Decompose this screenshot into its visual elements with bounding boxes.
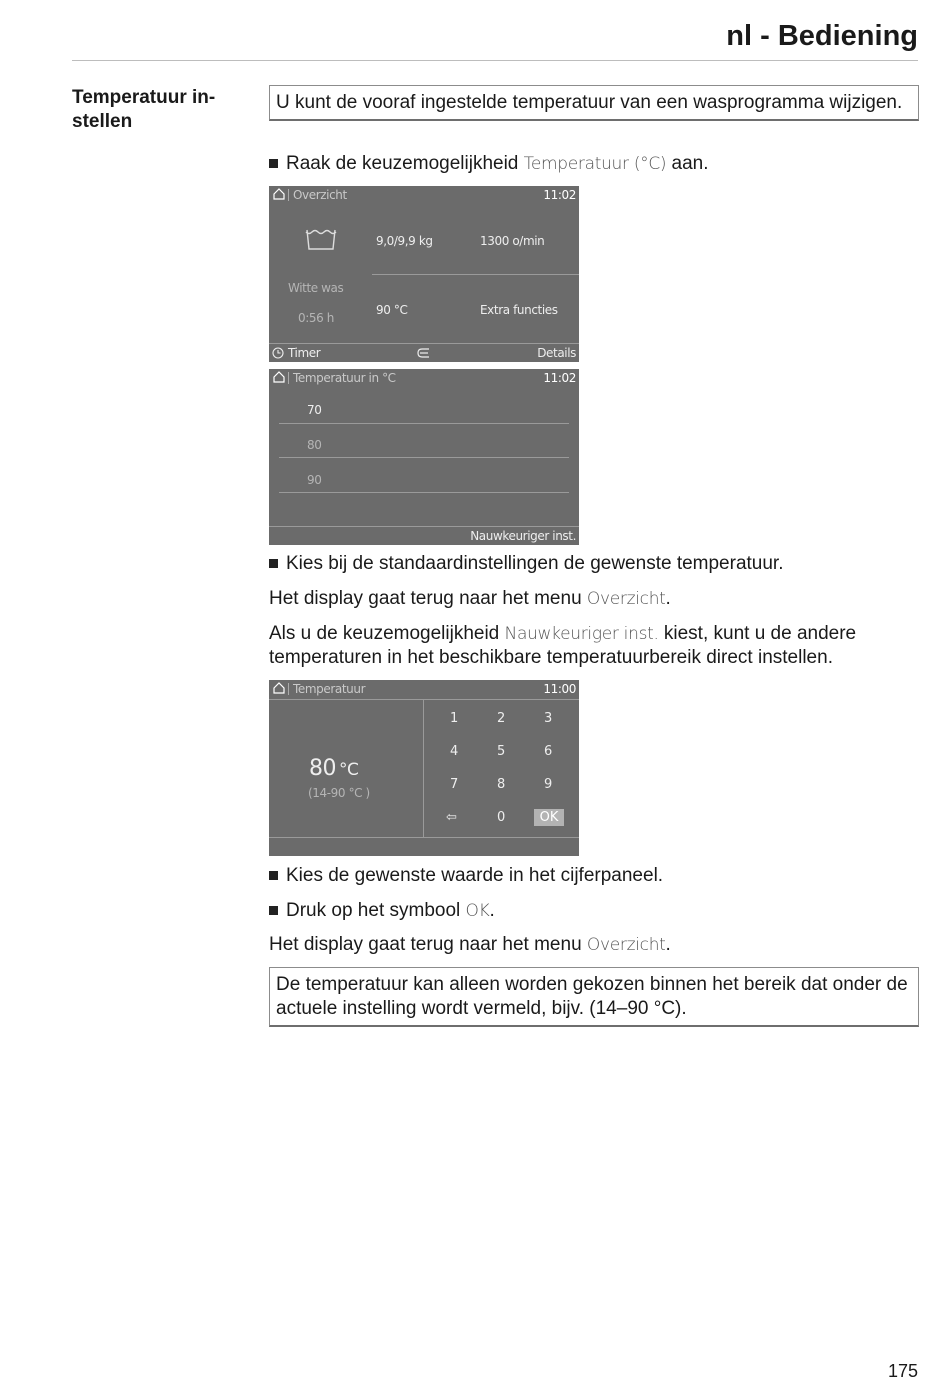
- bullet-square-icon: [269, 871, 278, 880]
- extra-functions-option[interactable]: Extra functies: [480, 303, 558, 317]
- key-4[interactable]: 4: [450, 744, 459, 759]
- ui-term-overzicht: Overzicht: [586, 935, 666, 955]
- backspace-icon[interactable]: ⇦: [446, 810, 457, 825]
- wash-tub-icon: [304, 228, 338, 252]
- page-header-title: nl - Bediening: [726, 20, 918, 52]
- key-8[interactable]: 8: [497, 777, 506, 792]
- details-button[interactable]: Details: [537, 346, 576, 360]
- program-duration: 0:56 h: [298, 311, 334, 325]
- display-keypad: [269, 680, 579, 856]
- display-clock: 11:02: [543, 371, 576, 385]
- footer-divider: [269, 526, 579, 527]
- para-fine-adjust: Als u de keuzemogelijkheid Nauwkeuriger inst. kiest, kunt u de andere temperaturen in het beschikbare temperatuurbereik direct instellen.: [269, 623, 857, 668]
- fine-adjust-button[interactable]: Nauwkeuriger inst.: [470, 529, 576, 543]
- page-number: 175: [887, 1361, 918, 1381]
- home-icon[interactable]: [273, 188, 285, 200]
- step-choose-value: Kies de gewenste waarde in het cijferpaneel.: [269, 864, 663, 888]
- keypad-divider: [423, 700, 424, 837]
- step-touch-temperature: Raak de keuzemogelijkheid Temperatuur (°C) aan.: [269, 152, 709, 176]
- key-0[interactable]: 0: [497, 810, 506, 825]
- range-note: [269, 967, 919, 1027]
- home-icon[interactable]: [273, 371, 285, 383]
- display-title: Temperatuur in °C: [293, 371, 396, 385]
- timer-button[interactable]: Timer: [288, 346, 321, 360]
- ui-term-temperature: Temperatuur (°C): [523, 154, 667, 174]
- temperature-value-display: 80 °C: [309, 756, 359, 781]
- display-titlebar: [269, 186, 579, 204]
- ok-button[interactable]: OK: [534, 809, 564, 826]
- clock-icon: [272, 347, 284, 359]
- bullet-square-icon: [269, 559, 278, 568]
- temperature-range: (14-90 °C ): [308, 786, 370, 800]
- display-titlebar: [269, 680, 579, 698]
- key-6[interactable]: 6: [544, 744, 553, 759]
- list-divider: [279, 492, 569, 493]
- section-title: Temperatuur in- stellen: [72, 87, 216, 132]
- display-title: Temperatuur: [293, 682, 366, 696]
- temperature-option-70[interactable]: 70: [307, 403, 322, 417]
- list-divider: [279, 457, 569, 458]
- key-2[interactable]: 2: [497, 711, 506, 726]
- load-value[interactable]: 9,0/9,9 kg: [376, 234, 433, 248]
- header-rule: [72, 60, 918, 61]
- footer-divider: [269, 343, 579, 344]
- footer-divider: [269, 837, 579, 838]
- spin-value[interactable]: 1300 o/min: [480, 234, 545, 248]
- list-divider: [279, 423, 569, 424]
- titlebar-separator: [288, 372, 289, 384]
- note-box: De temperatuur kan alleen worden gekozen binnen het bereik dat onder de actuele instelling wordt vermeld, bijv. (14–90 °C).: [269, 967, 919, 1027]
- display-title: Overzicht: [293, 188, 347, 202]
- key-5[interactable]: 5: [497, 744, 506, 759]
- key-1[interactable]: 1: [450, 711, 459, 726]
- display-overview: [269, 186, 579, 362]
- display-temperature-list: [269, 369, 579, 545]
- display-titlebar: [269, 369, 579, 387]
- titlebar-divider: [269, 699, 579, 700]
- titlebar-separator: [288, 683, 289, 695]
- titlebar-separator: [288, 189, 289, 201]
- key-9[interactable]: 9: [544, 777, 553, 792]
- intro-note: [269, 85, 919, 121]
- key-3[interactable]: 3: [544, 711, 553, 726]
- temperature-option[interactable]: 90 °C: [376, 303, 408, 317]
- para-return-overview-2: Het display gaat terug naar het menu Overzicht.: [269, 934, 671, 955]
- bullet-square-icon: [269, 159, 278, 168]
- para-return-overview: Het display gaat terug naar het menu Overzicht.: [269, 588, 671, 609]
- display-clock: 11:00: [543, 682, 576, 696]
- home-icon[interactable]: [273, 682, 285, 694]
- display-clock: 11:02: [543, 188, 576, 202]
- temperature-option-90[interactable]: 90: [307, 473, 322, 487]
- program-name[interactable]: Witte was: [288, 281, 344, 295]
- intro-box: U kunt de vooraf ingestelde temperatuur van een wasprogramma wijzigen.: [269, 85, 919, 121]
- divider: [372, 274, 579, 275]
- ui-term-overzicht: Overzicht: [586, 589, 666, 609]
- temperature-option-80[interactable]: 80: [307, 438, 322, 452]
- step-press-ok: Druk op het symbool OK.: [269, 899, 495, 923]
- key-7[interactable]: 7: [450, 777, 459, 792]
- ui-term-nauwkeuriger: Nauwkeuriger inst.: [504, 624, 659, 644]
- bullet-square-icon: [269, 906, 278, 915]
- eco-feedback-icon[interactable]: [416, 347, 432, 359]
- step-choose-standard: Kies bij de standaardinstellingen de gewenste temperatuur.: [269, 552, 784, 576]
- ui-term-ok: OK: [465, 901, 490, 921]
